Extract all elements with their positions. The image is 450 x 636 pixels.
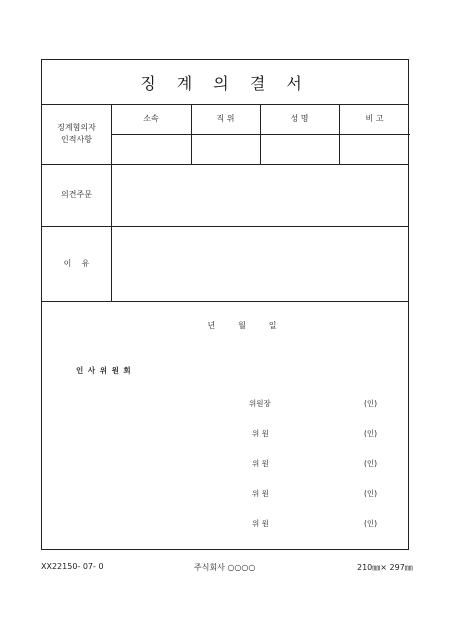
opinion-label: 의견주문 bbox=[61, 190, 92, 199]
column-header-affiliation: 소속 bbox=[143, 114, 159, 123]
signature-role-chair: 위원장 bbox=[249, 399, 271, 408]
paper-size: 210㎜× 297㎜ bbox=[357, 563, 413, 572]
committee-label: 인 사 위 원 회 bbox=[76, 366, 132, 375]
seal-mark: (인) bbox=[364, 489, 378, 498]
seal-mark: (인) bbox=[364, 429, 378, 438]
signature-role-member: 위 원 bbox=[252, 519, 269, 528]
signature-role-member: 위 원 bbox=[252, 489, 269, 498]
seal-mark: (인) bbox=[364, 519, 378, 528]
column-header-remarks: 비 고 bbox=[365, 114, 384, 123]
position-cell[interactable] bbox=[192, 135, 259, 163]
section-divider-3 bbox=[42, 301, 408, 302]
reason-cell[interactable] bbox=[112, 227, 408, 300]
column-header-position: 직 위 bbox=[216, 114, 235, 123]
form-title: 징 계 의 결 서 bbox=[140, 73, 310, 93]
affiliation-cell[interactable] bbox=[112, 135, 190, 163]
date-line: 년 월 일 bbox=[207, 321, 277, 330]
opinion-cell[interactable] bbox=[112, 165, 408, 225]
column-header-name: 성 명 bbox=[290, 114, 309, 123]
disciplinary-resolution-form bbox=[41, 59, 409, 550]
signature-role-member: 위 원 bbox=[252, 459, 269, 468]
name-cell[interactable] bbox=[261, 135, 338, 163]
remarks-cell[interactable] bbox=[340, 135, 408, 163]
form-code: XX22150- 07- 0 bbox=[41, 562, 104, 571]
disciplined-person-label: 징계혐의자 인적사항 bbox=[57, 123, 96, 144]
reason-label: 이 유 bbox=[63, 258, 90, 268]
signature-role-member: 위 원 bbox=[252, 429, 269, 438]
seal-mark: (인) bbox=[364, 459, 378, 468]
company-name: 주식회사 ○○○○ bbox=[194, 563, 256, 572]
seal-mark: (인) bbox=[364, 399, 378, 408]
